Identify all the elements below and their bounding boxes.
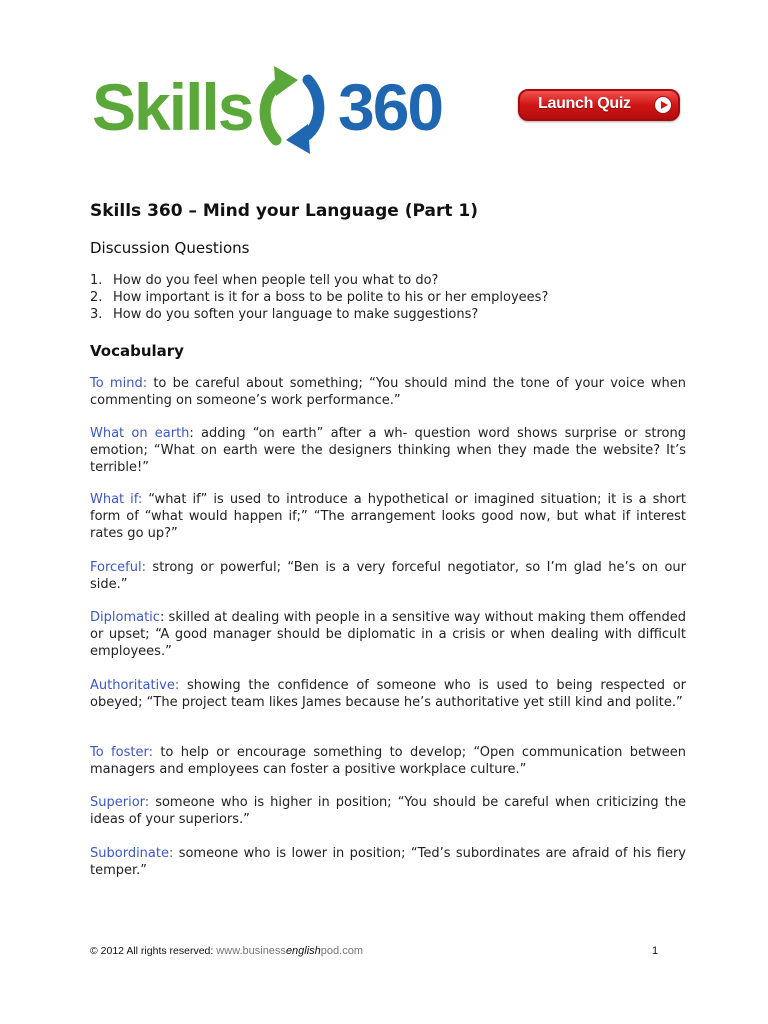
list-number: 1. <box>90 273 103 288</box>
cycle-arrows-icon <box>252 60 332 160</box>
page-number: 1 <box>652 945 659 957</box>
page-title: Skills 360 – Mind your Language (Part 1) <box>90 201 479 221</box>
vocab-definition: : adding “on earth” after a wh- question word shows surprise or strong emotion; “What on earth were the designers thinking when they made the website? It’s terrible!” <box>90 426 687 475</box>
vocab-definition: showing the confidence of someone who is used to being respected or obeyed; “The project team likes James because he’s authoritative yet still kind and polite.” <box>90 678 686 710</box>
vocab-entry <box>90 794 686 828</box>
vocab-entry <box>90 491 686 542</box>
vocab-definition: “what if” is used to introduce a hypothetical or imagined situation; it is a short form of “what would happen if;” “The arrangement looks good now, but what if interest rates go up?” <box>90 492 686 541</box>
skills360-logo <box>92 60 452 160</box>
vocab-entry <box>90 375 686 409</box>
vocab-definition: to help or encourage something to develop; “Open communication between managers and employees can foster a positive workplace culture.” <box>90 745 686 777</box>
vocab-term: Authoritative: <box>90 678 180 693</box>
vocab-term: To mind: <box>90 376 148 391</box>
launch-quiz-button[interactable] <box>518 89 680 121</box>
vocab-definition: to be careful about something; “You should mind the tone of your voice when commenting on someone’s work performance.” <box>90 376 686 408</box>
vocab-term: Superior: <box>90 795 150 810</box>
vocab-term: Forceful: <box>90 560 146 575</box>
vocab-entry <box>90 677 686 711</box>
list-item <box>90 272 690 289</box>
vocabulary-heading: Vocabulary <box>90 342 184 360</box>
question-text: How important is it for a boss to be polite to his or her employees? <box>113 290 549 305</box>
list-number: 3. <box>90 307 103 322</box>
list-item <box>90 306 690 323</box>
play-icon <box>654 96 672 114</box>
vocab-definition: strong or powerful; “Ben is a very forceful negotiator, so I’m glad he’s on our side.” <box>90 560 686 592</box>
list-number: 2. <box>90 290 103 305</box>
vocab-term: Diplomatic <box>90 610 160 625</box>
question-text: How do you feel when people tell you what to do? <box>113 273 439 288</box>
logo-text-360: 360 <box>338 70 443 144</box>
vocab-entry <box>90 559 686 593</box>
vocab-term: To foster: <box>90 745 153 760</box>
url-suffix: pod.com <box>320 945 363 957</box>
vocab-definition: someone who is higher in position; “You should be careful when criticizing the ideas of your superiors.” <box>90 795 686 827</box>
logo-text-skills: Skills <box>92 70 253 144</box>
discussion-questions-list <box>90 272 690 323</box>
url-em: english <box>285 945 321 957</box>
copyright-text: © 2012 All rights reserved: <box>90 945 214 957</box>
vocab-term: Subordinate: <box>90 846 174 861</box>
vocab-term: What if: <box>90 492 143 507</box>
vocab-entry <box>90 744 686 778</box>
footer-link[interactable] <box>216 945 363 957</box>
list-item <box>90 289 690 306</box>
footer-copyright <box>90 945 363 957</box>
vocab-term: What on earth <box>90 426 190 441</box>
vocab-entry <box>90 609 686 660</box>
question-text: How do you soften your language to make suggestions? <box>113 307 479 322</box>
vocab-entry <box>90 845 686 879</box>
vocab-entry <box>90 425 686 476</box>
launch-quiz-label: Launch Quiz <box>538 95 631 112</box>
discussion-heading: Discussion Questions <box>90 239 250 257</box>
vocab-definition: : skilled at dealing with people in a sensitive way without making them offended or upset; “A good manager should be diplomatic in a crisis or when dealing with difficult employees.” <box>90 610 686 659</box>
url-prefix: www.business <box>216 945 286 957</box>
vocab-definition: someone who is lower in position; “Ted’s subordinates are afraid of his fiery temper.” <box>90 846 686 878</box>
